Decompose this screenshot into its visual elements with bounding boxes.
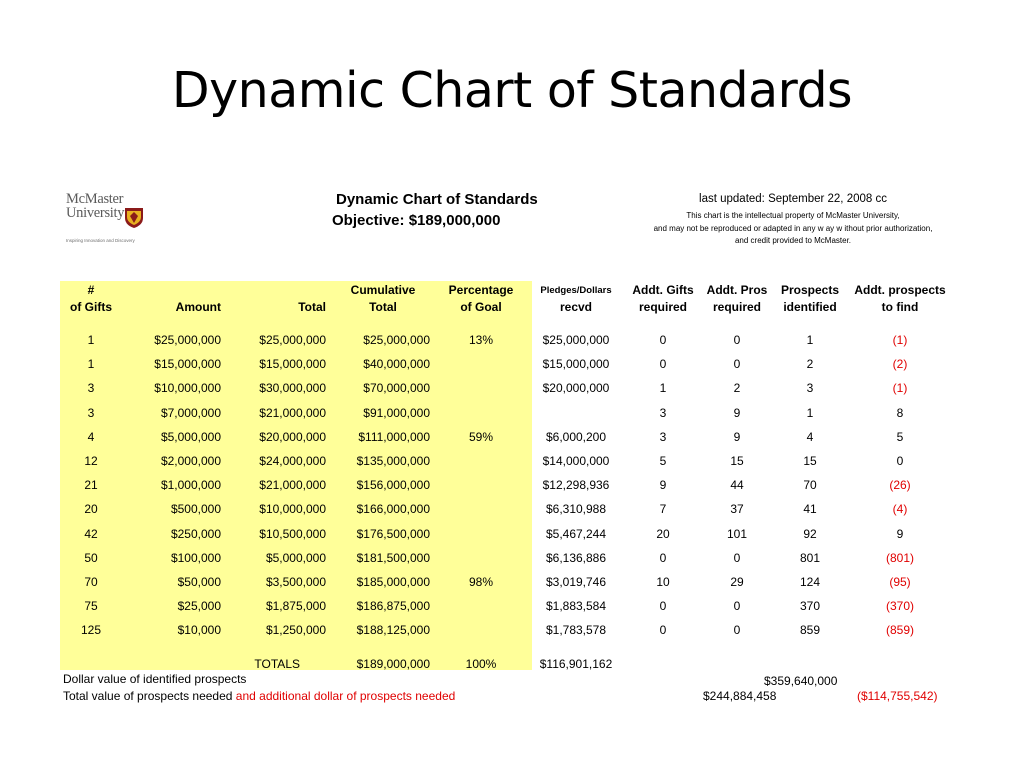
cell-addt-gifts: 3 — [659, 405, 667, 420]
header-line1: Addt. Gifts — [632, 283, 694, 297]
cell-cumulative-total: $25,000,000 — [363, 333, 430, 347]
cell-num-gifts: 20 — [84, 502, 98, 517]
document-title: Dynamic Chart of Standards — [336, 191, 538, 208]
cell-pledges: $1,783,578 — [545, 623, 607, 638]
cell-pledges: $14,000,000 — [542, 454, 610, 468]
cell-addt-prospects: (26) — [889, 478, 911, 493]
cell-amount: $10,000 — [177, 623, 221, 638]
cell-addt-prospects: (1) — [892, 381, 908, 396]
cell-pledges: $12,298,936 — [542, 478, 610, 493]
cell-cumulative-total: $176,500,000 — [356, 526, 430, 541]
cell-prospects-identified: 41 — [803, 502, 817, 517]
cell-addt-pros: 0 — [733, 599, 741, 614]
slide-title: Dynamic Chart of Standards — [171, 62, 853, 119]
cell-total: $5,000,000 — [265, 550, 326, 565]
cell-cumulative-total: $181,500,000 — [356, 550, 430, 565]
cell-cumulative-total: $111,000,000 — [358, 429, 430, 444]
header-line2: to find — [881, 300, 919, 314]
cell-prospects-identified: 4 — [806, 429, 814, 444]
cell-addt-gifts: 0 — [659, 599, 667, 614]
cell-num-gifts: 50 — [84, 550, 98, 565]
cell-amount: $1,000,000 — [160, 478, 221, 493]
logo-tagline: Inspiring Innovation and Discovery — [66, 238, 135, 243]
cell-addt-prospects: (4) — [892, 502, 908, 517]
copyright-line: This chart is the intellectual property of McMaster University, — [686, 211, 900, 220]
column-header-addt-gifts — [630, 282, 696, 316]
cell-total: $30,000,000 — [259, 381, 326, 396]
cell-addt-gifts: 0 — [659, 623, 667, 638]
cell-prospects-identified: 2 — [806, 357, 814, 372]
column-header-addt-pros — [704, 282, 770, 316]
cell-num-gifts: 3 — [87, 381, 95, 396]
cell-num-gifts: 70 — [84, 575, 98, 589]
header-line2: recvd — [559, 300, 593, 314]
header-line2: required — [712, 300, 761, 314]
identified-value: $359,640,000 — [764, 674, 838, 688]
logo-line2: University — [66, 205, 125, 221]
cell-addt-pros: 101 — [726, 526, 748, 541]
cell-addt-gifts: 0 — [659, 333, 667, 347]
cell-total: $15,000,000 — [259, 357, 326, 372]
cell-prospects-identified: 801 — [799, 550, 821, 565]
header-line2: of Gifts — [70, 300, 112, 314]
cell-total: $3,500,000 — [265, 575, 326, 589]
header-line1: Pledges/Dollars — [540, 285, 612, 296]
cell-prospects-identified: 370 — [799, 599, 821, 614]
header-line1: # — [87, 283, 95, 297]
column-header-num-gifts — [62, 282, 120, 316]
header-line2: Total — [298, 300, 326, 314]
header-line1 — [140, 282, 221, 299]
cell-cumulative-total: $135,000,000 — [356, 454, 430, 468]
cell-amount: $2,000,000 — [160, 454, 221, 468]
cell-num-gifts: 1 — [87, 333, 95, 347]
cell-pledges: $15,000,000 — [542, 357, 610, 372]
cell-num-gifts: 125 — [80, 623, 102, 638]
cell-addt-pros: 0 — [733, 550, 741, 565]
needed-label-text: Total value of prospects needed — [63, 689, 233, 703]
cell-total: $24,000,000 — [259, 454, 326, 468]
totals-cumulative: $189,000,000 — [356, 657, 430, 671]
totals-label: TOTALS — [254, 657, 300, 671]
cell-cumulative-total: $188,125,000 — [356, 623, 430, 638]
cell-addt-gifts: 7 — [659, 502, 667, 517]
cell-addt-prospects: 0 — [896, 454, 904, 468]
cell-prospects-identified: 1 — [806, 405, 814, 420]
cell-amount: $25,000 — [177, 599, 221, 614]
column-header-amount — [140, 282, 221, 316]
cell-prospects-identified: 124 — [799, 575, 821, 589]
needed-label-extra: and additional dollar of prospects needed — [235, 689, 456, 703]
column-header-total — [240, 282, 326, 316]
cell-num-gifts: 3 — [87, 405, 95, 420]
cell-pledges: $25,000,000 — [542, 333, 610, 347]
column-header-prospects-identified — [776, 282, 844, 316]
copyright-line: and credit provided to McMaster. — [734, 236, 852, 245]
cell-pledges: $1,883,584 — [545, 599, 607, 614]
mcmaster-logo — [66, 190, 146, 248]
cell-pledges: $6,000,200 — [545, 429, 607, 444]
cell-addt-pros: 9 — [733, 429, 741, 444]
column-header-percentage — [444, 282, 518, 316]
cell-addt-prospects: (1) — [892, 333, 908, 347]
cell-pledges: $5,467,244 — [545, 526, 607, 541]
cell-amount: $7,000,000 — [160, 405, 221, 420]
cell-total: $10,000,000 — [259, 502, 326, 517]
cell-prospects-identified: 859 — [799, 623, 821, 638]
cell-addt-prospects: 5 — [896, 429, 904, 444]
cell-num-gifts: 4 — [87, 429, 95, 444]
cell-addt-pros: 44 — [730, 478, 744, 493]
cell-amount: $500,000 — [170, 502, 221, 517]
cell-pledges: $6,310,988 — [545, 502, 607, 517]
header-line2: of Goal — [460, 300, 502, 314]
cell-percentage: 98% — [468, 575, 494, 589]
cell-addt-gifts: 10 — [656, 575, 670, 589]
cell-addt-gifts: 5 — [659, 454, 667, 468]
cell-num-gifts: 42 — [84, 526, 98, 541]
header-line1: Percentage — [448, 283, 514, 297]
cell-total: $1,875,000 — [265, 599, 326, 614]
last-updated: last updated: September 22, 2008 cc — [699, 193, 887, 205]
header-line2: Total — [369, 300, 397, 314]
cell-addt-gifts: 0 — [659, 357, 667, 372]
needed-label — [63, 689, 455, 703]
cell-addt-prospects: (370) — [885, 599, 914, 614]
cell-cumulative-total: $186,875,000 — [356, 599, 430, 614]
cell-pledges: $20,000,000 — [542, 381, 610, 396]
cell-amount: $10,000,000 — [154, 381, 221, 396]
cell-cumulative-total: $91,000,000 — [363, 405, 430, 420]
cell-addt-pros: 2 — [733, 381, 741, 396]
cell-amount: $25,000,000 — [154, 333, 221, 347]
cell-cumulative-total: $156,000,000 — [356, 478, 430, 493]
cell-addt-gifts: 20 — [656, 526, 670, 541]
column-header-addt-prospects — [846, 282, 954, 316]
cell-num-gifts: 1 — [87, 357, 95, 372]
cell-addt-pros: 9 — [733, 405, 741, 420]
cell-cumulative-total: $70,000,000 — [363, 381, 430, 396]
cell-addt-pros: 0 — [733, 333, 741, 347]
cell-percentage: 59% — [468, 429, 494, 444]
header-line1: Cumulative — [350, 283, 416, 297]
cell-addt-prospects: (859) — [885, 623, 914, 638]
cell-num-gifts: 21 — [84, 478, 98, 493]
cell-addt-prospects: 9 — [896, 526, 904, 541]
cell-addt-gifts: 1 — [659, 381, 667, 396]
column-header-pledges — [526, 282, 626, 316]
cell-addt-pros: 0 — [733, 623, 741, 638]
header-line2: required — [638, 300, 687, 314]
cell-amount: $5,000,000 — [160, 429, 221, 444]
cell-num-gifts: 75 — [84, 599, 98, 614]
cell-cumulative-total: $166,000,000 — [356, 502, 430, 517]
cell-addt-prospects: (2) — [892, 357, 908, 372]
cell-amount: $50,000 — [177, 575, 221, 589]
header-line2: identified — [783, 300, 837, 314]
cell-total: $1,250,000 — [265, 623, 326, 638]
cell-percentage: 13% — [468, 333, 494, 347]
totals-percentage: 100% — [465, 657, 497, 671]
header-line1 — [240, 282, 326, 299]
column-header-cumulative-total — [336, 282, 430, 316]
cell-total: $20,000,000 — [259, 429, 326, 444]
logo-line1: McMaster — [66, 191, 124, 207]
cell-amount: $15,000,000 — [154, 357, 221, 372]
cell-cumulative-total: $185,000,000 — [356, 575, 430, 589]
cell-num-gifts: 12 — [84, 454, 98, 468]
cell-addt-pros: 29 — [730, 575, 744, 589]
header-line2: Amount — [175, 300, 221, 314]
cell-amount: $250,000 — [170, 526, 221, 541]
crest-icon — [124, 207, 144, 229]
cell-pledges: $3,019,746 — [545, 575, 607, 589]
cell-addt-prospects: (95) — [889, 575, 911, 589]
cell-addt-prospects: 8 — [896, 405, 904, 420]
cell-addt-gifts: 3 — [659, 429, 667, 444]
cell-prospects-identified: 92 — [803, 526, 817, 541]
totals-pledges: $116,901,162 — [539, 657, 613, 671]
additional-value: ($114,755,542) — [857, 689, 938, 703]
header-line1: Addt. Pros — [706, 283, 768, 297]
cell-addt-prospects: (801) — [885, 550, 914, 565]
cell-amount: $100,000 — [170, 550, 221, 565]
cell-prospects-identified: 15 — [803, 454, 817, 468]
objective: Objective: $189,000,000 — [332, 212, 501, 229]
identified-label: Dollar value of identified prospects — [63, 672, 247, 686]
cell-addt-pros: 0 — [733, 357, 741, 372]
cell-total: $21,000,000 — [259, 478, 326, 493]
copyright-line: and may not be reproduced or adapted in any w ay w ithout prior authorization, — [653, 224, 933, 233]
cell-total: $25,000,000 — [259, 333, 326, 347]
cell-addt-pros: 37 — [730, 502, 744, 517]
needed-value: $244,884,458 — [703, 689, 777, 703]
cell-pledges: $6,136,886 — [545, 550, 607, 565]
header-line1: Prospects — [780, 283, 840, 297]
header-line1: Addt. prospects — [854, 283, 946, 297]
cell-total: $21,000,000 — [259, 405, 326, 420]
cell-prospects-identified: 1 — [806, 333, 814, 347]
cell-addt-pros: 15 — [730, 454, 744, 468]
cell-prospects-identified: 3 — [806, 381, 814, 396]
cell-total: $10,500,000 — [259, 526, 326, 541]
cell-addt-gifts: 9 — [659, 478, 667, 493]
cell-prospects-identified: 70 — [803, 478, 817, 493]
cell-cumulative-total: $40,000,000 — [363, 357, 430, 372]
cell-addt-gifts: 0 — [659, 550, 667, 565]
